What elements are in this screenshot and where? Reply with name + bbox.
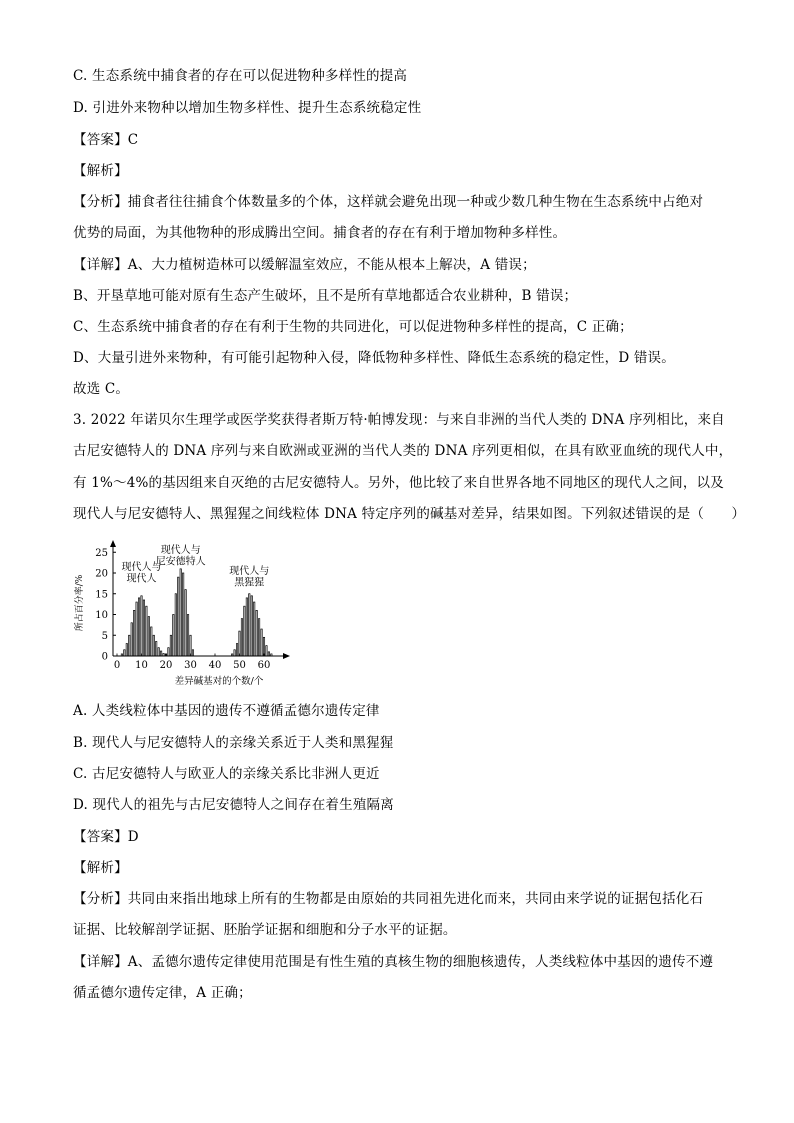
option-d-prev: D. 引进外来物种以增加生物多样性、提升生态系统稳定性 bbox=[73, 100, 422, 116]
series-label-line: 尼安德特人 bbox=[155, 556, 206, 568]
histogram-bar bbox=[131, 623, 132, 656]
analysis-text-1: 【分析】捕食者往往捕食个体数量多的个体，这样就会避免出现一种或少数几种生物在生态系统中占绝对 bbox=[73, 194, 704, 210]
x-axis-arrow bbox=[283, 653, 290, 659]
x-tick-label: 60 bbox=[257, 660, 271, 671]
x-tick-label: 50 bbox=[233, 660, 246, 671]
histogram-bar bbox=[241, 619, 242, 656]
detail-line-2: 循孟德尔遗传定律，A 正确； bbox=[73, 985, 252, 1001]
question-3-line-1: 3. 2022 年诺贝尔生理学或医学奖获得者斯万特·帕博发现：与来自非洲的当代人类的 DNA 序列相比，来自 bbox=[73, 412, 725, 428]
histogram-bar bbox=[158, 648, 159, 656]
histogram-bar bbox=[251, 596, 252, 656]
histogram-bar bbox=[236, 644, 237, 656]
histogram-bar bbox=[146, 606, 147, 656]
series-label-line: 现代人与 bbox=[121, 561, 162, 573]
conclusion-prev: 故选 C。 bbox=[73, 381, 130, 397]
histogram-bar bbox=[254, 602, 255, 656]
option-d: D. 现代人的祖先与古尼安德特人之间存在着生殖隔离 bbox=[73, 797, 394, 813]
histogram-bar bbox=[190, 635, 191, 656]
detail-line-1: 【详解】A、孟德尔遗传定律使用范围是有性生殖的真核生物的细胞核遗传，人类线粒体中基因的遗传不遵 bbox=[73, 954, 714, 970]
x-tick-label: 20 bbox=[159, 660, 173, 671]
histogram-bar bbox=[256, 610, 257, 656]
x-tick-label: 30 bbox=[184, 660, 197, 671]
histogram-bar bbox=[143, 600, 144, 656]
histogram-bar bbox=[192, 650, 193, 656]
histogram-bar bbox=[234, 650, 235, 656]
histogram-bar bbox=[268, 652, 269, 656]
y-tick-label: 20 bbox=[95, 568, 108, 580]
histogram-bar bbox=[148, 617, 149, 656]
analysis-text-2: 优势的局面，为其他物种的形成腾出空间。捕食者的存在有利于增加物种多样性。 bbox=[73, 225, 567, 241]
y-axis-arrow bbox=[110, 540, 116, 547]
histogram-bar bbox=[124, 650, 125, 656]
x-tick-label: 0 bbox=[113, 660, 121, 671]
series-label-line: 现代人 bbox=[126, 573, 157, 585]
histogram-bar bbox=[180, 569, 181, 656]
analysis-heading: 【解析】 bbox=[73, 860, 128, 876]
x-tick-label: 40 bbox=[208, 660, 222, 671]
y-tick-label: 10 bbox=[95, 610, 108, 621]
answer-prev: 【答案】C bbox=[73, 132, 139, 148]
question-3-line-3: 有 1%～4%的基因组来自灭绝的古尼安德特人。另外，他比较了来自世界各地不同地区的现代人之间，以及 bbox=[73, 475, 724, 491]
histogram-bar bbox=[129, 635, 130, 656]
histogram-bar bbox=[258, 619, 259, 656]
x-tick-label: 10 bbox=[135, 660, 148, 671]
analysis-line-2: 证据、比较解剖学证据、胚胎学证据和细胞和分子水平的证据。 bbox=[73, 922, 457, 938]
histogram-bar bbox=[168, 648, 169, 656]
histogram-bar bbox=[153, 635, 154, 656]
series-label bbox=[229, 564, 269, 589]
histogram-bar bbox=[175, 594, 176, 656]
series-label bbox=[156, 543, 206, 568]
histogram-bar bbox=[138, 598, 139, 656]
histogram-bar bbox=[136, 602, 137, 656]
histogram-bar bbox=[182, 573, 183, 656]
detail-c-prev: C、生态系统中捕食者的存在有利于生物的共同进化，可以促进物种多样性的提高，C 正确； bbox=[73, 319, 633, 335]
histogram-bar bbox=[156, 641, 157, 656]
histogram-bar bbox=[178, 577, 179, 656]
y-tick-label: 5 bbox=[101, 630, 108, 642]
histogram-bar bbox=[141, 596, 142, 656]
histogram-bar bbox=[185, 590, 186, 656]
histogram-bar bbox=[263, 637, 264, 656]
x-axis-label: 差异碱基对的个数/个 bbox=[174, 676, 264, 687]
series-label-line: 黑猩猩 bbox=[234, 577, 265, 589]
histogram-bar bbox=[187, 615, 188, 657]
question-3-line-2: 古尼安德特人的 DNA 序列与来自欧洲或亚洲的当代人类的 DNA 序列更相似，在具有欧亚血统的现代人中， bbox=[73, 443, 733, 459]
histogram-chart bbox=[73, 538, 303, 688]
histogram-bar bbox=[133, 610, 134, 656]
y-tick-label: 0 bbox=[101, 651, 108, 663]
histogram-bar bbox=[266, 646, 267, 656]
y-axis-label: 所占百分率/% bbox=[75, 574, 85, 632]
detail-a-prev: 【详解】A、大力植树造林可以缓解温室效应，不能从根本上解决，A 错误； bbox=[73, 257, 536, 273]
histogram-bar bbox=[261, 629, 262, 656]
histogram-bar bbox=[170, 635, 171, 656]
histogram-bar bbox=[239, 631, 240, 656]
histogram-bar bbox=[173, 615, 174, 657]
series-label-line: 现代人与 bbox=[229, 565, 270, 577]
detail-d-prev: D、大量引进外来物种，有可能引起物种入侵，降低物种多样性、降低生态系统的稳定性，D 错误。 bbox=[73, 350, 675, 366]
answer: 【答案】D bbox=[73, 829, 139, 845]
option-c: C. 古尼安德特人与欧亚人的亲缘关系比非洲人更近 bbox=[73, 766, 380, 782]
analysis-heading-prev: 【解析】 bbox=[73, 163, 128, 179]
histogram-bar bbox=[126, 644, 127, 656]
detail-b-prev: B、开垦草地可能对原有生态产生破坏，且不是所有草地都适合农业耕种，B 错误； bbox=[73, 288, 578, 304]
question-3-line-4: 现代人与尼安德特人、黑猩猩之间线粒体 DNA 特定序列的碱基对差异，结果如图。下列叙述错误的是（ ） bbox=[73, 506, 746, 522]
histogram-bar bbox=[160, 651, 161, 656]
analysis-line-1: 【分析】共同由来指出地球上所有的生物都是由原始的共同祖先进化而来，共同由来学说的证据包括化石 bbox=[73, 891, 704, 907]
option-c-prev: C. 生态系统中捕食者的存在可以促进物种多样性的提高 bbox=[73, 68, 408, 84]
y-tick-label: 15 bbox=[95, 589, 108, 601]
y-tick-label: 25 bbox=[95, 547, 108, 559]
histogram-bar bbox=[151, 627, 152, 656]
histogram-bar bbox=[244, 606, 245, 656]
series-label-line: 现代人与 bbox=[160, 544, 201, 556]
histogram-bar bbox=[246, 598, 247, 656]
option-b: B. 现代人与尼安德特人的亲缘关系近于人类和黑猩猩 bbox=[73, 735, 394, 751]
histogram-bar bbox=[249, 594, 250, 656]
option-a: A. 人类线粒体中基因的遗传不遵循孟德尔遗传定律 bbox=[73, 703, 380, 719]
